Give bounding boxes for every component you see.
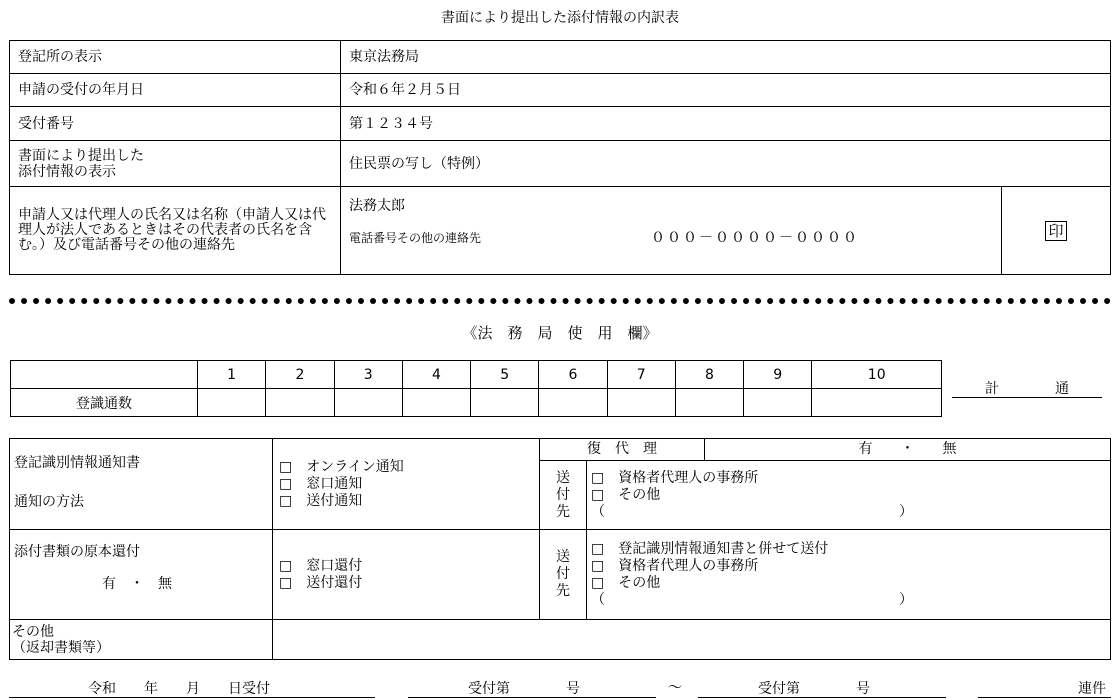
- return-send-label-cell: [540, 530, 587, 620]
- count-cell-3: [334, 389, 402, 417]
- notice-send-label-cell: [540, 461, 587, 530]
- return-title-cell: [10, 530, 273, 620]
- count-header-row: [11, 361, 942, 389]
- count-cell-8: [675, 389, 743, 417]
- count-header-7: 7: [607, 361, 675, 389]
- count-header-8: 8: [675, 361, 743, 389]
- other-sublabel: （返却書類等）: [12, 639, 110, 656]
- return-send-options-cell: [587, 530, 1111, 620]
- notice-method: 通知の方法: [14, 494, 84, 510]
- number-value: 第１２３４号: [341, 107, 1111, 141]
- total-underline: [952, 397, 1102, 398]
- notice-title-cell: [10, 439, 273, 530]
- count-cell-1: [198, 389, 266, 417]
- notice-row-top: [10, 439, 1111, 461]
- date-value: 令和６年２月５日: [341, 74, 1111, 107]
- registry-value: 東京法務局: [341, 41, 1111, 74]
- notice-send-paren: （ ）: [591, 503, 913, 520]
- count-cell-4: [402, 389, 470, 417]
- office-table: [9, 438, 1111, 660]
- footer-date: 令和 年 月 日受付: [88, 681, 270, 697]
- return-send-other[interactable]: □ その他: [591, 574, 661, 591]
- return-send-office[interactable]: □ 資格者代理人の事務所: [591, 557, 759, 574]
- count-cell-10: [812, 389, 942, 417]
- count-header-10: 10: [812, 361, 942, 389]
- footer-tilde: ～: [668, 680, 682, 696]
- option-mail[interactable]: □ 送付通知: [279, 492, 363, 509]
- count-cell-9: [744, 389, 812, 417]
- phone-label: 電話番号その他の連絡先: [349, 231, 482, 245]
- notice-send-label: 送付先: [556, 469, 570, 520]
- date-row: [10, 74, 1111, 107]
- option-counter-return[interactable]: □ 窓口還付: [279, 557, 363, 574]
- footer-receipt-to: 受付第 号: [758, 681, 870, 697]
- notice-title: 登記識別情報通知書: [14, 455, 140, 471]
- count-header-3: 3: [334, 361, 402, 389]
- count-cell-2: [266, 389, 334, 417]
- total-label: 計 通: [985, 381, 1069, 397]
- registry-label: 登記所の表示: [10, 41, 341, 74]
- other-label-cell: [10, 620, 273, 660]
- notice-send-options-cell: [587, 461, 1111, 530]
- other-label: その他: [12, 623, 54, 640]
- page-title: 書面により提出した添付情報の内訳表: [441, 10, 679, 26]
- footer-date-underline: [9, 697, 375, 698]
- return-yes-no: 有 ・ 無: [102, 576, 172, 592]
- return-title: 添付書類の原本還付: [14, 544, 140, 560]
- notice-options-cell: [273, 439, 540, 530]
- applicant-cell: [341, 187, 1002, 275]
- footer-linked-underline: [978, 697, 1111, 698]
- option-mail-return[interactable]: □ 送付還付: [279, 574, 363, 591]
- seal-stamp: 印: [1045, 221, 1066, 241]
- notice-send-other[interactable]: □ その他: [591, 486, 661, 503]
- count-header-1: 1: [198, 361, 266, 389]
- seal-cell: [1002, 187, 1111, 275]
- proxy-row: [540, 439, 1110, 460]
- count-row: [11, 389, 942, 417]
- footer-receipt-to-underline: [698, 697, 946, 698]
- other-row: [10, 620, 1111, 660]
- applicant-name: 法務太郎: [349, 198, 405, 214]
- attachment-label: [10, 141, 341, 187]
- number-label: 受付番号: [10, 107, 341, 141]
- count-cell-6: [539, 389, 607, 417]
- number-row: [10, 107, 1111, 141]
- registry-row: [10, 41, 1111, 74]
- date-label: 申請の受付の年月日: [10, 74, 341, 107]
- count-table: [10, 360, 942, 417]
- option-online[interactable]: □ オンライン通知: [279, 458, 404, 475]
- count-header-5: 5: [471, 361, 539, 389]
- other-value-cell: [273, 620, 1111, 660]
- separator-dotted: [9, 298, 1111, 304]
- proxy-cell: [540, 439, 1111, 461]
- attachment-value: 住民票の写し（特例）: [341, 141, 1111, 187]
- count-header-6: 6: [539, 361, 607, 389]
- footer-linked: 連件: [1078, 681, 1106, 697]
- footer-receipt-from: 受付第 号: [468, 681, 580, 697]
- count-header-9: 9: [744, 361, 812, 389]
- attachment-label-line2: 添付情報の表示: [18, 163, 116, 180]
- footer-receipt-from-underline: [408, 697, 656, 698]
- attachment-row: [10, 141, 1111, 187]
- count-row-label: 登識通数: [11, 389, 198, 417]
- proxy-label: 復 代 理: [540, 439, 705, 460]
- count-header-4: 4: [402, 361, 470, 389]
- notice-send-office[interactable]: □ 資格者代理人の事務所: [591, 469, 759, 486]
- count-header-2: 2: [266, 361, 334, 389]
- applicant-label: 申請人又は代理人の氏名又は名称（申請人又は代理人が法人であるときはその代表者の氏名を含む。）及び電話番号その他の連絡先: [10, 187, 341, 275]
- info-table: [9, 40, 1111, 275]
- return-send-paren: （ ）: [591, 591, 913, 608]
- count-corner: [11, 361, 198, 389]
- return-options-cell: [273, 530, 540, 620]
- return-send-label: 送付先: [556, 549, 570, 599]
- proxy-value: 有 ・ 無: [858, 441, 957, 457]
- return-send-with-notice[interactable]: □ 登記識別情報通知書と併せて送付: [591, 540, 829, 557]
- return-row: [10, 530, 1111, 620]
- office-use-title: 《法 務 局 使 用 欄》: [462, 324, 658, 342]
- count-cell-7: [607, 389, 675, 417]
- phone-line: [349, 230, 993, 246]
- option-counter[interactable]: □ 窓口通知: [279, 475, 363, 492]
- count-cell-5: [471, 389, 539, 417]
- phone-value: ０００－００００－００００: [651, 230, 860, 246]
- applicant-row: [10, 187, 1111, 275]
- attachment-label-line1: 書面により提出した: [18, 147, 144, 164]
